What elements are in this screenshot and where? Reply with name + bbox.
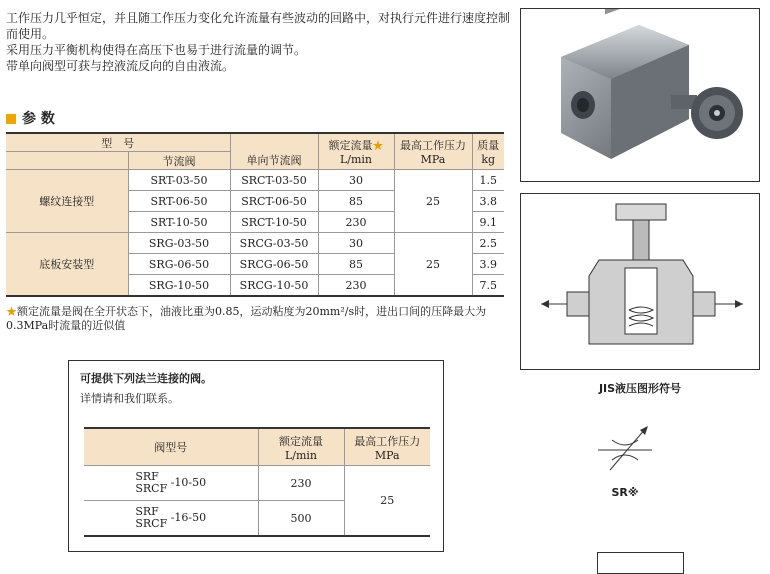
flange-model-b: SRCF	[135, 517, 168, 530]
flange-header-model: 阀型号	[84, 428, 258, 466]
header-flow	[318, 133, 394, 170]
throttle-model: SRT-03-50	[128, 170, 230, 191]
section-view-illustration	[521, 194, 759, 369]
intro-text	[6, 10, 516, 74]
flange-pressure: 25	[344, 466, 430, 537]
flange-header-pressure-label: 最高工作压力	[354, 434, 421, 448]
header-check-empty	[230, 133, 318, 152]
flow-arrow-left-icon	[541, 300, 549, 308]
flange-model	[84, 501, 258, 537]
intro-line-3: 带单向阀型可获与控液流反向的自由液流。	[6, 59, 235, 73]
check-model: SRCT-06-50	[230, 191, 318, 212]
mass-value: 9.1	[472, 212, 504, 233]
flow-value: 30	[318, 170, 394, 191]
spec-table	[6, 132, 504, 297]
table-row	[6, 233, 504, 254]
group-name: 螺纹连接型	[6, 170, 128, 233]
flange-flow: 230	[258, 466, 344, 501]
check-model: SRCT-03-50	[230, 170, 318, 191]
flange-subtitle: 详情请和我们联系。	[80, 392, 179, 405]
table-row	[84, 466, 430, 501]
header-pressure-label: 最高工作压力	[400, 139, 466, 152]
throttle-model: SRG-06-50	[128, 254, 230, 275]
flange-flow: 500	[258, 501, 344, 537]
check-model: SRCG-03-50	[230, 233, 318, 254]
intro-line-2: 采用压力平衡机构使得在高压下也易于进行流量的调节。	[6, 43, 307, 57]
header-model: 型 号	[6, 133, 230, 152]
throttle-model: SRG-03-50	[128, 233, 230, 254]
flow-value: 85	[318, 191, 394, 212]
pressure-value: 25	[394, 170, 472, 233]
flow-arrow-right-icon	[735, 300, 743, 308]
header-pressure-unit: MPa	[420, 153, 446, 166]
header-mass-label: 质量	[477, 139, 500, 152]
intro-line-1: 工作压力几乎恒定，并且随工作压力变化允许流量有些波动的回路中，对执行元件进行速度控制而使用。	[6, 11, 511, 41]
jis-symbol-label: JIS液压图形符号	[598, 382, 682, 395]
throttle-model: SRG-10-50	[128, 275, 230, 297]
flange-model-b: SRCF	[135, 482, 168, 495]
flange-header-flow-unit: L/min	[284, 448, 318, 462]
mass-value: 3.8	[472, 191, 504, 212]
flange-model	[84, 466, 258, 501]
product-photo	[520, 8, 760, 182]
header-throttle: 节流阀	[128, 152, 230, 170]
table-row	[6, 170, 504, 191]
throttle-model: SRT-06-50	[128, 191, 230, 212]
mass-value: 7.5	[472, 275, 504, 297]
mass-value: 1.5	[472, 170, 504, 191]
flow-value: 30	[318, 233, 394, 254]
flange-header-pressure-unit: MPa	[374, 448, 400, 462]
flow-value: 85	[318, 254, 394, 275]
throttle-model: SRT-10-50	[128, 212, 230, 233]
flow-value: 230	[318, 212, 394, 233]
second-symbol-frame	[597, 552, 684, 574]
group-name: 底板安装型	[6, 233, 128, 297]
flange-model-names	[135, 506, 167, 530]
mass-value: 2.5	[472, 233, 504, 254]
check-model: SRCG-10-50	[230, 275, 318, 297]
header-flow-unit: L/min	[339, 153, 373, 166]
section-title-text: 参 数	[22, 111, 55, 127]
mass-value: 3.9	[472, 254, 504, 275]
header-group-empty	[6, 152, 128, 170]
flange-table	[84, 427, 430, 537]
footnote	[6, 305, 516, 333]
header-flow-label: 额定流量	[328, 139, 373, 152]
variable-throttle-symbol-icon	[590, 420, 660, 480]
flange-header-pressure	[344, 428, 430, 466]
flange-model-a: SRF	[135, 505, 159, 518]
header-mass-unit: kg	[481, 153, 496, 166]
header-pressure	[394, 133, 472, 170]
flange-model-suffix: -16-50	[170, 511, 207, 524]
check-model: SRCT-10-50	[230, 212, 318, 233]
footnote-text: 额定流量是阀在全开状态下，油液比重为0.85，运动粘度为20mm²/s时，进出口间的压降最大为0.3MPa时流量的近似值	[6, 305, 487, 332]
valve-section-diagram	[520, 193, 760, 370]
header-check: 单向节流阀	[230, 152, 318, 170]
flange-header-flow	[258, 428, 344, 466]
header-mass	[472, 133, 504, 170]
flange-header-flow-label: 额定流量	[279, 434, 323, 448]
section-marker-icon	[6, 114, 16, 124]
header-flow-star: ★	[372, 139, 384, 152]
pressure-value: 25	[394, 233, 472, 297]
symbol-model-label: SR※	[611, 486, 639, 499]
flange-title: 可提供下列法兰连接的阀。	[80, 372, 212, 385]
flow-value: 230	[318, 275, 394, 297]
footnote-star: ★	[6, 305, 17, 318]
flange-model-a: SRF	[135, 470, 159, 483]
flange-model-suffix: -10-50	[170, 476, 207, 489]
flange-model-names	[135, 471, 167, 495]
valve-photo-illustration	[521, 9, 759, 181]
check-model: SRCG-06-50	[230, 254, 318, 275]
section-title	[6, 108, 55, 128]
